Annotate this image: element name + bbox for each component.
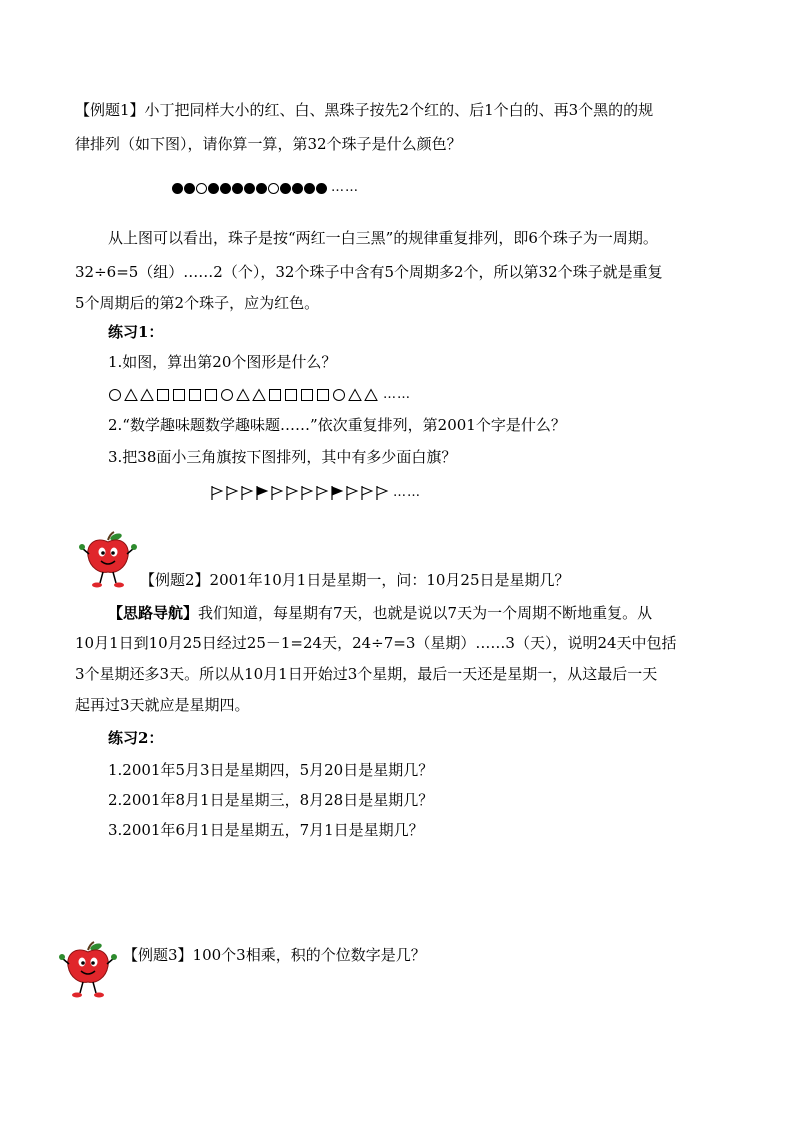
example2-hint-line1 [108,603,652,623]
solution1-line1: 从上图可以看出，珠子是按“两红一白三黑”的规律重复排列，即6个珠子为一周期。 [108,229,658,247]
black-bead-icon [220,183,231,194]
square-shape-icon [300,388,314,402]
solution1-line3: 5个周期后的第2个珠子，应为红色。 [75,294,320,312]
practice2-question3: 3.2001年6月1日是星期五，7月1日是星期几？ [108,821,424,839]
white-flag-icon [375,485,389,501]
black-bead-icon [304,183,315,194]
black-bead-icon [172,183,183,194]
solution1-line2: 32÷6=5（组）……2（个），32个珠子中含有5个周期多2个，所以第32个珠子就是重复 [75,263,663,281]
black-bead-icon [256,183,267,194]
example3-title: 【例题3】100个3相乘，积的个位数字是几？ [123,946,426,964]
square-shape-icon [284,388,298,402]
circle-shape-icon [220,388,234,402]
white-flag-icon [300,485,314,501]
example2-hint-line2: 10月1日到10月25日经过25－1=24天，24÷7=3（星期）……3（天），说明24天中包括 [75,634,677,652]
black-bead-icon [184,183,195,194]
white-flag-icon [360,485,374,501]
practice2-title: 练习2： [108,729,164,747]
flag-sequence-figure [210,483,421,503]
triangle-shape-icon [140,388,154,402]
white-flag-icon [270,485,284,501]
black-bead-icon [280,183,291,194]
black-bead-icon [292,183,303,194]
shape-sequence-figure [108,385,411,405]
black-flag-icon [330,485,344,501]
square-shape-icon [188,388,202,402]
white-flag-icon [315,485,329,501]
square-shape-icon [156,388,170,402]
square-shape-icon [268,388,282,402]
black-bead-icon [208,183,219,194]
circle-shape-icon [332,388,346,402]
bead-ellipsis: …… [331,180,359,195]
example2-title: 【例题2】2001年10月1日是星期一，问：10月25日是星期几？ [140,571,570,589]
practice2-question2: 2.2001年8月1日是星期三，8月28日是星期几？ [108,791,434,809]
white-flag-icon [225,485,239,501]
practice1-title: 练习1： [108,323,164,341]
hint-label: 【思路导航】 [108,604,199,622]
example2-hint-line4: 起再过3天就应是星期四。 [75,696,250,714]
triangle-shape-icon [236,388,250,402]
white-flag-icon [345,485,359,501]
example1-line1: 【例题1】小丁把同样大小的红、白、黑珠子按先2个红的、后1个白的、再3个黑的的规 [75,101,654,119]
apple-mascot-icon [78,530,138,590]
practice1-question2: 2.“数学趣味题数学趣味题……”依次重复排列，第2001个字是什么？ [108,416,566,434]
square-shape-icon [172,388,186,402]
triangle-shape-icon [348,388,362,402]
circle-shape-icon [108,388,122,402]
example1-line2: 律排列（如下图），请你算一算，第32个珠子是什么颜色？ [75,135,462,153]
practice1-question3: 3.把38面小三角旗按下图排列，其中有多少面白旗？ [108,448,457,466]
white-bead-icon [268,183,279,194]
black-flag-icon [255,485,269,501]
triangle-shape-icon [124,388,138,402]
black-bead-icon [232,183,243,194]
black-bead-icon [316,183,327,194]
apple-mascot-icon [58,940,118,1000]
white-bead-icon [196,183,207,194]
triangle-shape-icon [252,388,266,402]
example2-hint-line3: 3个星期还多3天。所以从10月1日开始过3个星期，最后一天还是星期一，从这最后一天 [75,665,658,683]
practice2-question1: 1.2001年5月3日是星期四，5月20日是星期几？ [108,761,434,779]
triangle-shape-icon [364,388,378,402]
square-shape-icon [204,388,218,402]
hint-text: 我们知道，每星期有7天，也就是说以7天为一个周期不断地重复。从 [198,604,653,622]
flag-ellipsis: …… [393,485,421,500]
white-flag-icon [210,485,224,501]
practice1-question1: 1.如图，算出第20个图形是什么？ [108,353,337,371]
bead-sequence-figure [172,180,359,196]
shape-ellipsis: …… [383,387,411,402]
white-flag-icon [240,485,254,501]
black-bead-icon [244,183,255,194]
square-shape-icon [316,388,330,402]
white-flag-icon [285,485,299,501]
